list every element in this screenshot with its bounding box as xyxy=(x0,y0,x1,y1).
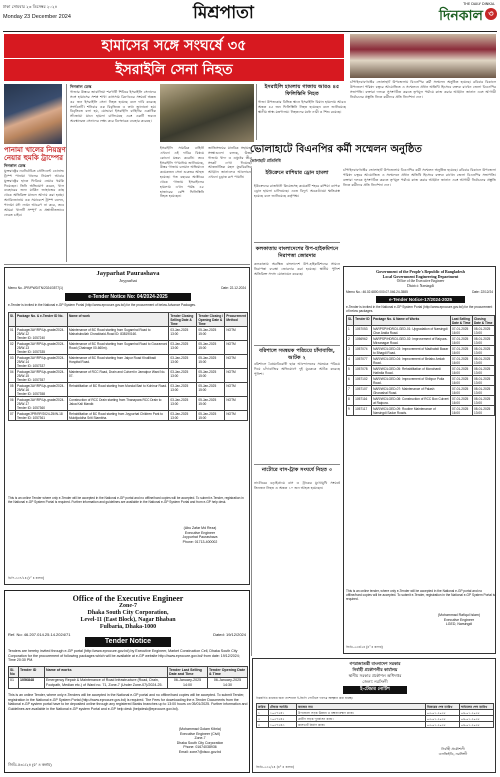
table-header: SL xyxy=(347,316,354,326)
table-cell: ১০৫৭২৪২ xyxy=(269,716,297,722)
table-cell: 1056848 xyxy=(19,677,45,688)
soldiers-photo xyxy=(160,84,254,142)
table-cell: 05 xyxy=(9,383,16,397)
table-cell: 08-01-2025 13:00 xyxy=(473,366,495,376)
box-story-5-body: নাটোরের বড়াইগ্রামে বাস ও ট্রাকের মুখোমুখি সংঘর্ষে তিনজন নিহত ও অন্তত ১০ জন আহত হয়েছেন। xyxy=(254,481,340,490)
table-cell: 03-Jan-2025 13:00 xyxy=(169,341,197,355)
tender-district: District: Narsingdi xyxy=(407,284,434,288)
table-header: Package No. & Name of Works xyxy=(372,316,451,326)
side-story-body: যুক্তরাষ্ট্রের নবনির্বাচিত প্রেসিডেন্ট ডোনাল্ড ট্রাম্প পানামা খালের নিয়ন্ত্রণ আবার যুক্তরাষ্ট্রের হাতে ফিরিয়ে নেয়ার হুমকি দিয়েছেন। তিনি অভিযোগ করেন, খাল ব্যবহারের জন্য মার্কিন জাহাজের কাছ থেকে অতিরিক্ত মাশুল আদায় করা হচ্ছে। অ্যারিজোনায় এক সমাবেশে ট্রাম্প বলেন, পানামা যদি ন্যায্য আচরণ না করে, তবে আমরা খালটি সম্পূর্ণ ও প্রশ্নাতীতভাবে ফেরত চাইব। xyxy=(4,169,64,217)
table-cell: Package/JAY/RP/Up-grade/2024-25/W-15 Tender ID: 1057357 xyxy=(16,369,68,383)
tender-dept: Local Government Engineering Department xyxy=(382,274,459,279)
table-cell: NOTM xyxy=(225,397,248,411)
tender-ref-bn: জিডি-৫৩১/২৪ (৫" ৪ কলাম) xyxy=(8,763,52,767)
table-cell: 1057116 xyxy=(354,396,372,406)
table-cell: Construction of RCC Drain starting from Thanapara RCC Drain to Jalua Kali Mandir. xyxy=(68,397,169,411)
box-story-5-headline: নাটোরে বাস-ট্রাক সংঘর্ষে নিহত ৩ xyxy=(261,467,333,473)
logo-tagline: THE DAILY DINKAL xyxy=(463,2,495,6)
table-cell: 08-01-2025 13:00 xyxy=(473,406,495,416)
table-row xyxy=(347,406,495,416)
section-title: মিশ্রপাতা xyxy=(193,3,254,23)
tender-address: Level-11 (East Block), Nagar Bhaban xyxy=(80,617,176,623)
table-cell: Maintenance of RCC Road, Drain and Culvert in Jamalpur Ward No. 07. xyxy=(68,369,169,383)
tender-bangla xyxy=(252,658,496,773)
table-cell: 8 xyxy=(347,396,354,406)
table-cell: 05-Jan-2025 15:00 xyxy=(197,355,225,369)
table-cell: 07-01-2025 16:00 xyxy=(451,366,473,376)
table-cell: Package/JPR/RP/2024-25/W-18 Tender ID: 1057361 xyxy=(16,411,68,421)
table-cell: NOTM xyxy=(225,369,248,383)
tender-notice-bar: e-Tender Notice No: 04/2024-2025 xyxy=(65,293,191,301)
table-cell: NOTM xyxy=(225,383,248,397)
table-header: Tender ID xyxy=(354,316,372,326)
table-cell: 07-01-2025 16:00 xyxy=(451,356,473,366)
table-row xyxy=(347,366,495,376)
table-cell: NOTM xyxy=(225,411,248,421)
tender-notes: This is an online Tender where only e-Tender will be accepted in the National e-GP portal and no offline/hard copies will be accepted. To submit e-Tender, registration in the National e-GP System Portal is required. Further information and guidelines are available in the National e-GP System Portal and from e-GP help desk. xyxy=(8,496,244,505)
table-header-row xyxy=(347,316,495,326)
lead-body-c: জাতিসংঘের মানবিক সহায়তা সংস্থাগুলো বলছে, উত্তর গাজায় খাদ্য ও ওষুধের তীব্র সংকট দেখা দিয়েছে। আন্তর্জাতিক মহল যুদ্ধবিরতির আহ্বান জানালেও আলোচনা এখনো চূড়ান্ত রূপ পায়নি। xyxy=(208,146,252,180)
table-row xyxy=(347,346,495,356)
table-cell: 05-Jan-2025 15:00 xyxy=(197,327,225,341)
table-cell: Rehabilitation of BC Road starting from Joypurhat Children Park to Muktijoddha Sriti Stambha. xyxy=(68,411,169,421)
table-cell: 06 xyxy=(9,397,16,411)
table-header: Tender ID xyxy=(19,667,45,678)
tender-gov: Government of the People's Republic of Bangladesh xyxy=(376,269,465,274)
tender-intro: নিম্নবর্ণিত কাজের জন্য ন্যাশনাল ই-জিপি পোর্টালে দরপত্র আহ্বান করা যাচ্ছে। xyxy=(256,696,354,700)
table-row xyxy=(9,677,248,688)
column-rule xyxy=(256,84,257,140)
table-header: Tender Opening Date & Time xyxy=(208,667,248,678)
table-cell: Emergency Repair & Maintenance of Road Infrastructure (Road, Drain, Footpath, Median etc.) of Ward no. 71, Zone-7 (Under Zone-07)/2024-25. xyxy=(45,677,168,688)
table-cell: 1057107 xyxy=(354,386,372,396)
table-cell: 03-Jan-2025 13:00 xyxy=(169,397,197,411)
table-cell: ১ xyxy=(257,710,269,716)
tender-notice-bar: ই-টেন্ডার নোটিশ xyxy=(343,686,407,694)
table-row xyxy=(347,376,495,386)
tender-notes: This is an online Tender, where only e-Tenders will be accepted in the National e-GP portal and no offline/hard copies will be accepted. To submit Tender, registration in the National e-GP System Portal (http://www.eprocure.gov.bd) is required. The Fees for downloading the e-Tender Documents from the National e-GP system portal have to be deposited online through any registered Banks branches up to 13:00 hours on 05/01/2025. Further information and Guidelines are available in the National e-GP system Portal and e-GP help desk (helpdesk@eprocure.gov.bd). xyxy=(8,693,248,711)
tender-notes: This is an online tender, where only e-Tender will be accepted in the National e-GP portal and no offline/hard copies will be accepted. To submit e-Tender, registration in the National e-GP System Portal is required. xyxy=(346,589,496,602)
table-cell: 1 xyxy=(347,326,354,336)
table-cell: 5 xyxy=(347,366,354,376)
table-row xyxy=(9,397,248,411)
table-cell: 1056962 xyxy=(354,336,372,346)
table-cell: 07-01-2025 16:00 xyxy=(451,406,473,416)
tender-intro: Tenders are hereby invited through e-GP portal (http://www.eprocure.gov.bd) by Executive Engineer, Market Construction Cell, Dhaka South City Corporation for the procurement of following packages which will be available at e-GP website http://www.eprocure.gov.bd/ from date: 19/12/2024; Time 20:30 PM. xyxy=(8,649,240,663)
table-cell: 05-Jan-2025 15:00 xyxy=(197,369,225,383)
table-cell: 03-Jan-2025 13:00 xyxy=(169,411,197,421)
table-header: টেন্ডার আইডি xyxy=(269,704,297,710)
table-cell: 4 xyxy=(347,356,354,366)
table-row xyxy=(347,336,495,346)
right-story-byline: ভোলাহাট প্রতিনিধি xyxy=(250,158,281,163)
meeting-photo xyxy=(350,34,496,78)
table-header: Tender Last Selling Date and Time xyxy=(168,667,208,678)
table-header: Sl. No xyxy=(9,667,19,678)
table-cell: NOTM xyxy=(225,341,248,355)
table-cell: 2 xyxy=(347,336,354,346)
table-cell: ২ xyxy=(257,716,269,722)
column-rule xyxy=(66,84,67,262)
table-cell: 1057078 xyxy=(354,366,372,376)
tender-table xyxy=(8,312,248,421)
lead-byline: দিনকাল ডেস্ক xyxy=(70,84,92,89)
right-story-body: চাঁপাইনবাবগঞ্জের ভোলাহাট উপজেলায় বিএনপির কর্মী সম্মেলন অনুষ্ঠিত হয়েছে। রবিবার বিকালে উপজেলা পরিষদ চত্বরে আয়োজিত এ সম্মেলনে প্রধান অতিথি হিসেবে বক্তব্য রাখেন জেলা বিএনপির সভাপতি। বক্তারা দলকে সুসংগঠিত করতে তৃণমূল পর্যায়ে কাজ করার আহ্বান জানান এবং আগামী নির্বাচনের প্রস্তুতি নিতে কর্মীদের প্রতি নির্দেশনা দেন। xyxy=(350,80,496,99)
table-header: দাখিলের শেষ তারিখ xyxy=(460,704,494,710)
table-cell: 07-01-2025 16:00 xyxy=(451,346,473,356)
table-header: Package No. & e-Tender ID No. xyxy=(16,313,68,327)
section-rule xyxy=(254,345,340,346)
tender-ref: জিডি-৫৩২/২৪ (৪" ৪ কলাম) xyxy=(256,765,295,769)
table-cell: ০৫-০১-২০২৫ xyxy=(426,710,460,716)
table-header: Procurement Method xyxy=(225,313,248,327)
tender-notice-bar: e-Tender Notice-17/2024-2025 xyxy=(376,296,465,303)
table-cell: 08-01-2025 13:00 xyxy=(473,396,495,406)
lead-body-b: ইসরাইলি সামরিক বাহিনী এখনো এই দাবির বিষয়ে কোনো মন্তব্য করেনি। তবে ইসরাইলি গণমাধ্যম জানিয়েছে, উত্তর গাজায় চলমান অভিযানে কয়েকজন সেনা গুরুতর আহত হয়েছে। গত বছরের অক্টোবর থেকে গাজায় ইসরাইলের হামলায় এখন পর্যন্ত ৪৫ হাজারের বেশি ফিলিস্তিনি নিহত হয়েছেন। xyxy=(160,146,204,199)
table-cell: 07-01-2025 16:00 xyxy=(451,336,473,346)
table-cell: 01 xyxy=(9,677,19,688)
table-cell: 03 xyxy=(9,355,16,369)
table-cell: NAR/WC/LGED-09: Routine Maintenance of Narsingdi Sadar Roads. xyxy=(372,406,451,416)
tender-intro: e-Tender is invited in the National e-GP System Portal (http://www.eprocure.gov.bd) for the procurement of below Advance Packages. xyxy=(8,303,196,307)
box-story-4-headline: বরিশালে সমন্বয়ক পরিচয়ে চাঁদাবাজি, আটক ২ xyxy=(259,348,335,361)
lead-body-a: গাজার উত্তরে জাবালিয়া শরণার্থী শিবিরে ইসরাইলি সেনাদের সঙ্গে হামাসের সশস্ত্র শাখা কাসসাম ব্রিগেডের সংঘর্ষে অন্তত ৩৫ জন ইসরাইলি সেনা নিহত হয়েছে বলে দাবি করেছে সংগঠনটি। শনিবার এক বিবৃতিতে এ তথ্য জানানো হয়। বিবৃতিতে বলা হয়, যোদ্ধারা ইসরাইলি বাহিনীর একাধিক সাঁজোয়া যানে হামলা চালিয়েছে এবং একটি ভবনে অবস্থানরত সেনাদের লক্ষ্য করে বিস্ফোরক ব্যবহার করেছে। xyxy=(70,90,156,124)
table-header: Last Selling Date & Time xyxy=(451,316,473,326)
table-cell: 6 xyxy=(347,376,354,386)
table-cell: 9 xyxy=(347,406,354,416)
table-cell: Maintenance of BC Road starting from Sugamhal Road to Gouramoni Road (Chainage 00-660m). xyxy=(68,341,169,355)
table-cell: 05-Jan-2025 15:00 xyxy=(197,397,225,411)
tender-gov: গণপ্রজাতন্ত্রী বাংলাদেশ সরকার xyxy=(349,661,401,666)
table-cell: NAR/WC/LGED-08: Construction of RCC Box Culvert at Raipura. xyxy=(373,396,449,405)
right-story-headline: ভোলাহাটে বিএনপির কর্মী সম্মেলন অনুষ্ঠিত xyxy=(250,144,422,155)
tender-table xyxy=(256,703,494,728)
tender-address: Joypurhat xyxy=(119,278,137,283)
table-cell: 07-01-2025 16:00 xyxy=(451,386,473,396)
table-row xyxy=(347,386,495,396)
table-row xyxy=(9,355,248,369)
tender-joypurhat xyxy=(4,267,250,585)
table-cell: NOTM xyxy=(225,327,248,341)
table-cell: 03-Jan-2025 13:00 xyxy=(169,327,197,341)
table-row xyxy=(9,411,248,421)
tender-table xyxy=(8,666,248,689)
column-rule xyxy=(251,168,252,656)
edition-info: ঢাকা সোমবার ২৩ ডিসেম্বর ২০২৪ xyxy=(3,4,58,9)
box-story-1-headline: ইসরাইলি হামলায় গাজায় আরও ৪৫ ফিলিস্তিনি নিহত xyxy=(264,84,340,97)
table-row xyxy=(347,326,495,336)
table-cell: 06-January-2025 14:30 xyxy=(208,677,248,688)
lead-headline-line-2: ইসরাইলি সেনা নিহত xyxy=(4,59,344,81)
table-cell: গ্রামীণ সড়ক পুনর্বাসন কাজ। xyxy=(297,716,426,722)
table-cell: 03-Jan-2025 13:00 xyxy=(169,383,197,397)
table-cell: 05-Jan-2025 15:00 xyxy=(197,411,225,421)
table-cell: Maintenance of BC Road starting from Sugamhal Road to Mahabubullah Chowkbaid-Road ID: 838190160. xyxy=(68,327,169,341)
section-rule xyxy=(254,242,340,243)
table-header: Closing Date & Time xyxy=(473,316,495,326)
tender-signer: (Abu Zafar Md Reza) Executive Engineer Joypurhat Paurashava Phone: 01713-400002 xyxy=(182,526,218,544)
table-cell: ১০৫৭২৪১ xyxy=(269,710,297,716)
tender-ref: জিডি-৫৩৪/২৪ (৪" ৪ কলাম) xyxy=(346,645,383,649)
tender-signer: নির্বাহী প্রকৌশলী এলজিইডি, নরসিংদী xyxy=(438,747,468,756)
table-row xyxy=(9,341,248,355)
tender-date: Date: 22/12/24 xyxy=(472,290,493,294)
table-header: ক্রমিক xyxy=(257,704,269,710)
tender-intro: e-Tender is invited in the National e-GP System Portal (http://www.eprocure.gov.bd) for the procurement of below packages. xyxy=(346,305,493,314)
table-header: Name of work xyxy=(68,313,169,327)
logo-text: দিনকাল xyxy=(438,8,483,24)
side-story-byline: দিনকাল ডেস্ক xyxy=(4,163,26,168)
table-cell: কালভার্ট নির্মাণ কাজ। xyxy=(297,722,426,728)
tender-lged-narsingdi xyxy=(343,266,496,654)
table-header: Tender Closing / Opening Date & Time xyxy=(198,313,224,326)
table-row xyxy=(347,396,495,406)
tender-signer: (Mohammad Rafiqul Islam) Executive Engineer LGED, Narsingdi xyxy=(437,613,480,627)
tender-notice-bar: Tender Notice xyxy=(85,637,171,647)
right-story-body-cont: চাঁপাইনবাবগঞ্জের ভোলাহাট উপজেলায় বিএনপির কর্মী সম্মেলন অনুষ্ঠিত হয়েছে। রবিবার বিকালে উপজেলা পরিষদ চত্বরে আয়োজিত এ সম্মেলনে প্রধান অতিথি হিসেবে বক্তব্য রাখেন জেলা বিএনপির সভাপতি। বক্তারা দলকে সুসংগঠিত করতে তৃণমূল পর্যায়ে কাজ করার আহ্বান জানান এবং আগামী নির্বাচনের প্রস্তুতি নিতে কর্মীদের প্রতি নির্দেশনা দেন। xyxy=(343,168,496,187)
table-cell: 08-01-2025 13:00 xyxy=(473,336,495,346)
issue-date: Monday 23 December 2024 xyxy=(3,14,71,20)
box-story-2-body: ইউক্রেনের রাজধানী কিয়েভসহ কয়েকটি শহরে রাশিয়া ব্যাপক ড্রোন হামলা চালিয়েছে। এতে বিদ্যুৎ অবকাঠামো ক্ষতিগ্রস্ত হয়েছে বলে জানিয়েছে কর্তৃপক্ষ। xyxy=(254,184,340,198)
table-cell: NARPSP/HDRC/LGED-01: Upgradation of Narsingdi Char Aralia Road. xyxy=(372,326,451,336)
trump-photo xyxy=(4,84,62,144)
table-cell: 01 xyxy=(9,327,16,341)
tender-memo: Memo No. JPR/PWD/TN/2024/3577(1) xyxy=(8,286,63,290)
box-story-1-body: গাজা উপত্যকার বিভিন্ন স্থানে ইসরাইলি বিমান হামলায় আরও অন্তত ৪৫ জন ফিলিস্তিনি নিহত হয়েছেন বলে জানিয়েছে স্থানীয় স্বাস্থ্য মন্ত্রণালয়। নিহতদের মধ্যে নারী ও শিশু রয়েছে। xyxy=(258,100,346,114)
table-cell: 1057053 xyxy=(354,326,372,336)
table-cell: 08-01-2025 13:00 xyxy=(473,386,495,396)
tender-office: Office of the Executive Engineer xyxy=(72,594,184,603)
table-cell: NARPSP/HDRC/LGED-02: Improvement of Raipura-Mirzanagar Road. xyxy=(372,336,451,346)
tender-office: নির্বাহী প্রকৌশলীর কার্যালয় xyxy=(352,667,398,672)
table-cell: Package/JAY/RP/Up-grade/2024-25/W-13 Tender ID: 1057335 xyxy=(16,341,68,355)
table-cell: ০৬-০১-২০২৫ xyxy=(460,710,494,716)
table-header: Sl. xyxy=(9,313,16,327)
table-row xyxy=(9,369,248,383)
table-cell: NOTM xyxy=(225,355,248,369)
table-cell: 08-01-2025 13:00 xyxy=(473,326,495,336)
section-rule xyxy=(4,264,250,265)
table-header: Tender Closing Selling Date & Time xyxy=(169,313,197,327)
table-cell: 08-01-2025 13:00 xyxy=(473,356,495,366)
tender-district: জেলা: নরসিংদী xyxy=(362,679,388,684)
table-cell: ০৬-০১-২০২৫ xyxy=(460,722,494,728)
table-cell: 03-Jan-2025 13:00 xyxy=(169,369,197,383)
table-cell: Package/JAY/RP/Up-grade/2024-25/W-16 Tender ID: 1057358 xyxy=(16,383,68,397)
table-cell: ০৫-০১-২০২৫ xyxy=(426,722,460,728)
table-cell: NAR/WC/LGED-07: Maintenance of Palash Ghorashal Road. xyxy=(372,386,451,396)
tender-dhaka-south xyxy=(4,590,250,773)
table-cell: Package/JAY/RP/Up-grade/2024-25/W-17 Tender ID: 1057360 xyxy=(16,397,68,411)
table-cell: 08-01-2025 13:00 xyxy=(473,346,495,356)
tender-ref-no: Ref. No: 46.207.014.25.14.2024/71 xyxy=(8,632,71,637)
side-story-headline: পানামা খালের নিয়ন্ত্রণ নেয়ার হুমকি ট্রাম্পের xyxy=(4,146,66,163)
table-cell: Maintenance of BC Road starting from Jaipur Road Khalilbadi Hospital Road. xyxy=(68,355,169,369)
tender-signer: (Mohammad Golam Kibria) Executive Engineer (Civil) Zone-7 Dhaka South City Corporation Phone: 01674038936 Email: zone7@dscc.gov.bd xyxy=(176,727,224,754)
table-cell: 1057077 xyxy=(354,356,372,366)
masthead xyxy=(3,2,497,32)
table-cell: ৩ xyxy=(257,722,269,728)
tender-memo: Memo No.: 46.02.6800.000.07.046.24-3585 xyxy=(346,290,408,294)
table-cell: 07 xyxy=(9,411,16,421)
table-cell: 3 xyxy=(347,346,354,356)
table-row xyxy=(347,356,495,366)
tender-ref: ডিপি-৩৩৭/২৪ (৮" ৪ কলাম) xyxy=(8,576,44,580)
page-number: ৩ xyxy=(485,8,497,20)
table-cell: NAR/WC/LGED-05: Rehabilitation of Monohardi Hatirdia Road. xyxy=(372,366,451,376)
table-cell: 08-01-2025 13:00 xyxy=(473,376,495,386)
lead-headline-line-1: হামাসের সঙ্গে সংঘর্ষে ৩৫ xyxy=(4,34,344,58)
table-cell: 07-01-2025 16:00 xyxy=(451,376,473,386)
tender-dept: স্থানীয় সরকার প্রকৌশল অধিদপ্তর xyxy=(348,673,402,678)
section-rule xyxy=(254,464,340,465)
box-story-2-headline: ইউক্রেনে রাশিয়ার ড্রোন হামলা xyxy=(265,170,329,176)
table-cell: 07-01-2025 16:00 xyxy=(451,326,473,336)
table-row xyxy=(257,722,494,728)
table-cell: ০৫-০১-২০২৫ xyxy=(426,716,460,722)
table-cell: 1057117 xyxy=(354,406,372,416)
table-cell: Package/JAY/RP/Up-grade/2024-25/W-12 Tender ID: 1057240 xyxy=(16,327,68,341)
table-cell: 1057102 xyxy=(354,376,372,386)
table-header: Name of works xyxy=(45,667,168,678)
table-cell: 05-Jan-2025 15:00 xyxy=(197,383,225,397)
tender-ref-date: Dated: 19/12/2024 xyxy=(213,632,246,637)
box-story-3-headline: কলকাতায় বাংলাদেশের উপ-হাইকমিশনে নিরাপত্তা জোরদার xyxy=(255,246,339,259)
table-cell: 1057074 xyxy=(354,346,372,356)
table-row xyxy=(9,327,248,341)
table-cell: 04 xyxy=(9,369,16,383)
table-cell: Rehabilitation of BC Road starting from Mondal Bari to Kohinur Road. xyxy=(68,383,169,397)
box-story-4-body: বরিশালে বৈষম্যবিরোধী ছাত্র আন্দোলনের সমন্বয়ক পরিচয় দিয়ে চাঁদাবাজির অভিযোগে দুই যুবককে আটক করেছে পুলিশ। xyxy=(254,362,340,376)
box-story-3-body: কলকাতায় অবস্থিত বাংলাদেশ উপ-হাইকমিশনের সামনে নিরাপত্তা ব্যবস্থা জোরদার করা হয়েছে। স্থানীয় পুলিশ অতিরিক্ত সদস্য মোতায়েন করেছে। xyxy=(254,262,340,276)
table-cell: NAR/WC/LGED-04: Improvement of Belabo Amlab Road. xyxy=(372,356,451,366)
table-cell: ০৬-০১-২০২৫ xyxy=(460,716,494,722)
table-cell: 02 xyxy=(9,341,16,355)
table-cell: Package/JAY/RP/Up-grade/2024-25/W-14 Tender ID: 1057337 xyxy=(16,355,68,369)
tender-city: Fulbaria, Dhaka-1000 xyxy=(99,624,157,630)
table-cell: 05-Jan-2025 15:00 xyxy=(197,341,225,355)
table-cell: 07-01-2025 16:00 xyxy=(451,396,473,406)
table-cell: 7 xyxy=(347,386,354,396)
table-header: বিক্রয়ের শেষ তারিখ xyxy=(426,704,460,710)
tender-office: Office of the Executive Engineer xyxy=(396,279,445,283)
table-header-row xyxy=(9,313,248,327)
table-cell: NAR/WC/LGED-06: Improvement of Shibpur Putia Road. xyxy=(372,376,451,386)
tender-zone: Zone-7 xyxy=(119,603,137,609)
table-cell: ১০৫৭২৪৩ xyxy=(269,722,297,728)
tender-office: Jayparhat Paurashava xyxy=(96,270,160,277)
table-header-row xyxy=(9,667,248,678)
newspaper-logo xyxy=(405,2,497,29)
tender-corp: Dhaka South City Corporation, xyxy=(87,610,169,616)
table-header: কাজের নাম xyxy=(297,704,426,710)
table-row xyxy=(9,383,248,397)
table-cell: 03-Jan-2025 13:00 xyxy=(169,355,197,369)
table-cell: উপজেলা সড়ক উন্নয়ন ও রক্ষণাবেক্ষণ কাজ। xyxy=(297,710,426,716)
table-cell: 06-January-2025 14:00 xyxy=(168,677,208,688)
table-cell: NAR/WC/LGED-03: Improvement of Madhabdi Bazar to Bhagdi Road. xyxy=(372,346,451,356)
tender-date: Date: 22-12-2024 xyxy=(221,286,246,290)
tender-table xyxy=(346,315,495,416)
